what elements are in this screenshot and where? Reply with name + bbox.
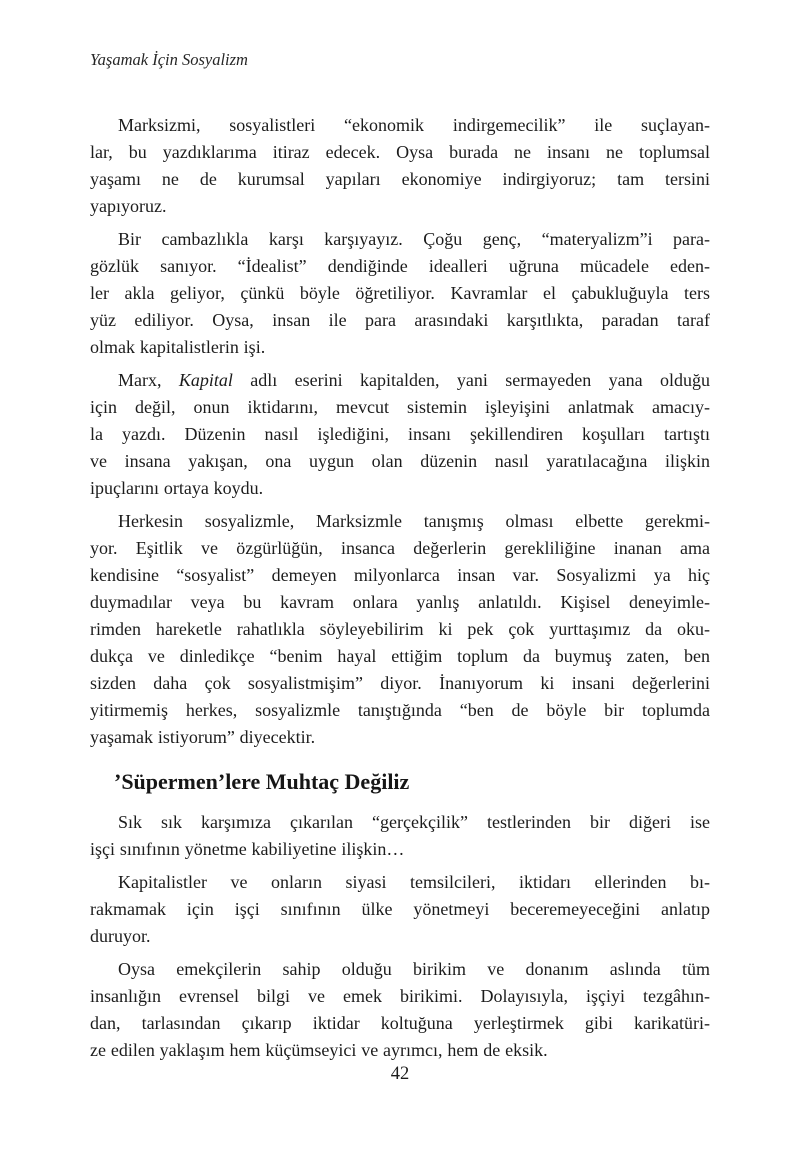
- paragraph-4: [90, 508, 710, 751]
- text-line: duymadılar veya bu kavram onlara yanlış anlatıldı. Kişisel deneyimle-: [90, 592, 710, 612]
- paragraph-1: [90, 112, 710, 220]
- paragraph-5: [90, 809, 710, 863]
- text-line: la yazdı. Düzenin nasıl işlediğini, insanı şekillendiren koşulları tartıştı: [90, 424, 710, 444]
- text-line: lar, bu yazdıklarıma itiraz edecek. Oysa burada ne insanı ne toplumsal: [90, 142, 710, 162]
- text-line: yitirmemiş herkes, sosyalizmle tanıştığında “ben de böyle bir toplumda: [90, 700, 710, 720]
- text-line: rimden hareketle rahatlıkla söyleyebilirim ki pek çok yurttaşımız da oku-: [90, 619, 710, 639]
- text-line: Bir cambazlıkla karşı karşıyayız. Çoğu genç, “materyalizm”i para-: [118, 229, 710, 249]
- text-line: yapıyoruz.: [90, 196, 167, 216]
- text-line: Sık sık karşımıza çıkarılan “gerçekçilik” testlerinden bir diğeri ise: [118, 812, 710, 832]
- text-line: duruyor.: [90, 926, 151, 946]
- text-line: yaşamak istiyorum” diyecektir.: [90, 727, 316, 747]
- text-line: sizden daha çok sosyalistmişim” diyor. İnanıyorum ki insani değerlerini: [90, 673, 710, 693]
- text-line: yaşamı ne de kurumsal yapıları ekonomiye indirgiyoruz; tam tersini: [90, 169, 710, 189]
- text-line: rakmamak için işçi sınıfının ülke yönetmeyi beceremeyeceğini anlatıp: [90, 899, 710, 919]
- text-line: için değil, onun iktidarını, mevcut sistemin işleyişini anlatmak amacıy-: [90, 397, 710, 417]
- text-line: yor. Eşitlik ve özgürlüğün, insanca değerlerin gerekliliğine inanan ama: [90, 538, 710, 558]
- paragraph-6: [90, 869, 710, 950]
- text-line: olmak kapitalistlerin işi.: [90, 337, 266, 357]
- text-line: Marx, Kapital adlı eserini kapitalden, yani sermayeden yana olduğu: [118, 370, 710, 390]
- text-line: dukça ve dinledikçe “benim hayal ettiğim toplum da buymuş zaten, ben: [90, 646, 710, 666]
- text-line: işçi sınıfının yönetme kabiliyetine ilişkin…: [90, 839, 405, 859]
- text-line: ze edilen yaklaşım hem küçümseyici ve ayrımcı, hem de eksik.: [90, 1040, 548, 1060]
- section-heading: ’Süpermen’lere Muhtaç Değiliz: [114, 769, 410, 794]
- text-line: ler akla geliyor, çünkü böyle öğretiliyor. Kavramlar el çabukluğuyla ters: [90, 283, 710, 303]
- text-line: Herkesin sosyalizmle, Marksizmle tanışmış olması elbette gerekmi-: [118, 511, 710, 531]
- text-line: insanlığın evrensel bilgi ve emek birikimi. Dolayısıyla, işçiyi tezgâhın-: [90, 986, 710, 1006]
- paragraph-2: [90, 226, 710, 361]
- paragraph-7: [90, 956, 710, 1064]
- text-line: gözlük sanıyor. “İdealist” dendiğinde idealleri uğruna mücadele eden-: [90, 256, 710, 276]
- running-header: Yaşamak İçin Sosyalizm: [90, 50, 248, 69]
- text-line: yüz ediliyor. Oysa, insan ile para arasındaki karşıtlıkta, paradan taraf: [90, 310, 710, 330]
- text-line: dan, tarlasından çıkarıp iktidar koltuğuna yerleştirmek gibi karikatüri-: [90, 1013, 710, 1033]
- text-line: Marksizmi, sosyalistleri “ekonomik indirgemecilik” ile suçlayan-: [118, 115, 710, 135]
- text-line: Oysa emekçilerin sahip olduğu birikim ve donanım aslında tüm: [118, 959, 710, 979]
- paragraph-3: [90, 367, 710, 502]
- text-line: kendisine “sosyalist” demeyen milyonlarca insan var. Sosyalizmi ya hiç: [90, 565, 710, 585]
- text-line: ve insana yakışan, ona uygun olan düzenin nasıl yaratılacağına ilişkin: [90, 451, 710, 471]
- page-number: 42: [390, 1064, 410, 1084]
- page-body: [90, 112, 710, 1070]
- text-line: ipuçlarını ortaya koydu.: [90, 478, 264, 498]
- text-line: Kapitalistler ve onların siyasi temsilcileri, iktidarı ellerinden bı-: [118, 872, 710, 892]
